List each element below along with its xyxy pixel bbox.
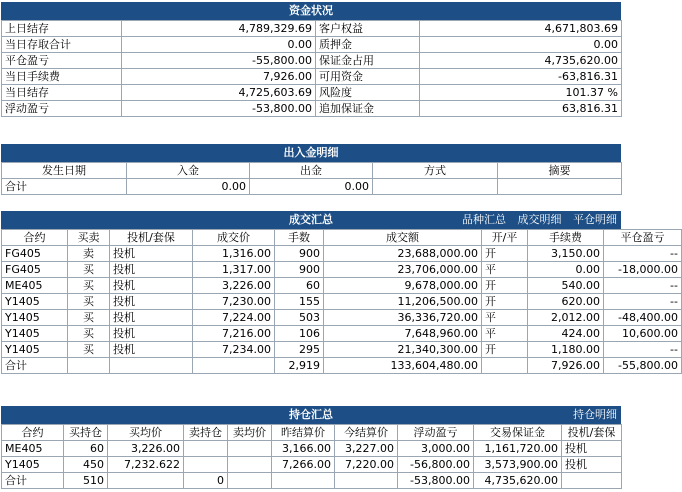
positions-col-spec-hedge: 投机/套保	[562, 425, 622, 441]
trade-close-pnl: --	[604, 294, 682, 310]
positions-table	[1, 424, 622, 489]
trade-price: 7,230.00	[193, 294, 275, 310]
capital-value: 4,725,603.69	[122, 85, 316, 101]
trade-contract: FG405	[2, 246, 68, 262]
trade-open-close: 开	[482, 294, 528, 310]
inout-total-method	[373, 179, 498, 195]
trades-total-amount: 133,604,480.00	[324, 358, 482, 374]
capital-label: 可用资金	[316, 69, 420, 85]
capital-value: 0.00	[122, 37, 316, 53]
capital-panel	[1, 2, 621, 117]
capital-value: 7,926.00	[122, 69, 316, 85]
position-row	[2, 441, 622, 457]
trade-price: 1,317.00	[193, 262, 275, 278]
trades-total-fee: 7,926.00	[528, 358, 604, 374]
trade-price: 7,234.00	[193, 342, 275, 358]
positions-col-float-pnl: 浮动盈亏	[398, 425, 474, 441]
trade-amount: 11,206,500.00	[324, 294, 482, 310]
positions-col-prev-settle: 昨结算价	[272, 425, 335, 441]
trade-price: 1,316.00	[193, 246, 275, 262]
trade-side: 买	[68, 294, 110, 310]
positions-total-sell: 0	[184, 473, 228, 489]
position-buy-qty: 450	[64, 457, 108, 473]
position-sell-qty	[184, 441, 228, 457]
trade-amount: 7,648,960.00	[324, 326, 482, 342]
trade-open-close: 平	[482, 262, 528, 278]
position-sell-avg	[228, 441, 272, 457]
inout-col-out: 出金	[250, 163, 373, 179]
position-contract: Y1405	[2, 457, 64, 473]
position-spec-hedge: 投机	[562, 441, 622, 457]
trades-panel	[1, 211, 678, 374]
trade-fee: 1,180.00	[528, 342, 604, 358]
trades-total-pnl: -55,800.00	[604, 358, 682, 374]
trades-col-close-pnl: 平仓盈亏	[604, 230, 682, 246]
trade-amount: 23,706,000.00	[324, 262, 482, 278]
trade-side: 买	[68, 342, 110, 358]
capital-value: 0.00	[420, 37, 622, 53]
positions-total-empty	[108, 473, 184, 489]
link-trade-detail[interactable]: 成交明细	[517, 213, 562, 226]
trades-col-spec-hedge: 投机/套保	[110, 230, 193, 246]
positions-col-today-settle: 今结算价	[335, 425, 398, 441]
trades-col-fee: 手续费	[528, 230, 604, 246]
trades-links	[454, 211, 617, 229]
trade-side: 买	[68, 310, 110, 326]
inout-col-summary: 摘要	[498, 163, 622, 179]
capital-label: 平仓盈亏	[2, 53, 122, 69]
trade-fee: 2,012.00	[528, 310, 604, 326]
capital-label: 风险度	[316, 85, 420, 101]
positions-panel	[1, 406, 621, 489]
trade-lots: 503	[275, 310, 324, 326]
trade-close-pnl: -48,400.00	[604, 310, 682, 326]
position-prev-settle: 7,266.00	[272, 457, 335, 473]
positions-col-contract: 合约	[2, 425, 64, 441]
trade-row	[2, 278, 682, 294]
position-prev-settle: 3,166.00	[272, 441, 335, 457]
trade-open-close: 平	[482, 326, 528, 342]
link-product-summary[interactable]: 品种汇总	[462, 213, 506, 226]
positions-total-label: 合计	[2, 473, 64, 489]
trade-amount: 9,678,000.00	[324, 278, 482, 294]
position-float-pnl: -56,800.00	[398, 457, 474, 473]
trade-amount: 36,336,720.00	[324, 310, 482, 326]
trade-side: 买	[68, 326, 110, 342]
position-contract: ME405	[2, 441, 64, 457]
capital-value: -63,816.31	[420, 69, 622, 85]
trade-row	[2, 342, 682, 358]
trade-spec-hedge: 投机	[110, 310, 193, 326]
trades-header-row	[2, 230, 682, 246]
trade-amount: 21,340,300.00	[324, 342, 482, 358]
position-today-settle: 3,227.00	[335, 441, 398, 457]
trade-lots: 900	[275, 262, 324, 278]
trades-table	[1, 229, 682, 374]
capital-value: -53,800.00	[122, 101, 316, 117]
trade-fee: 540.00	[528, 278, 604, 294]
trades-col-contract: 合约	[2, 230, 68, 246]
trade-spec-hedge: 投机	[110, 294, 193, 310]
trade-lots: 106	[275, 326, 324, 342]
trade-fee: 424.00	[528, 326, 604, 342]
capital-value: 101.37 %	[420, 85, 622, 101]
trades-col-amount: 成交额	[324, 230, 482, 246]
capital-title: 资金状况	[1, 2, 621, 20]
position-sell-avg	[228, 457, 272, 473]
trades-total-empty	[482, 358, 528, 374]
capital-row	[2, 37, 622, 53]
capital-label: 追加保证金	[316, 101, 420, 117]
trade-close-pnl: 10,600.00	[604, 326, 682, 342]
positions-col-sell-avg: 卖均价	[228, 425, 272, 441]
positions-title: 持仓汇总	[289, 408, 333, 421]
inout-title: 出入金明细	[1, 144, 621, 162]
capital-label: 浮动盈亏	[2, 101, 122, 117]
trade-row	[2, 310, 682, 326]
trade-price: 3,226.00	[193, 278, 275, 294]
trade-fee: 620.00	[528, 294, 604, 310]
trade-contract: ME405	[2, 278, 68, 294]
inout-col-date: 发生日期	[2, 163, 127, 179]
trade-row	[2, 246, 682, 262]
link-position-detail[interactable]: 持仓明细	[573, 408, 617, 421]
positions-col-margin: 交易保证金	[474, 425, 562, 441]
positions-total-empty	[335, 473, 398, 489]
trades-col-open-close: 开/平	[482, 230, 528, 246]
trade-lots: 60	[275, 278, 324, 294]
capital-label: 当日结存	[2, 85, 122, 101]
capital-value: 4,789,329.69	[122, 21, 316, 37]
trades-total-empty	[193, 358, 275, 374]
capital-table	[1, 20, 622, 117]
inout-total-out: 0.00	[250, 179, 373, 195]
capital-label: 保证金占用	[316, 53, 420, 69]
trade-close-pnl: --	[604, 342, 682, 358]
positions-col-buy-qty: 买持仓	[64, 425, 108, 441]
inout-total-summary	[498, 179, 622, 195]
trade-side: 卖	[68, 246, 110, 262]
capital-label: 当日手续费	[2, 69, 122, 85]
trade-open-close: 开	[482, 342, 528, 358]
trades-col-lots: 手数	[275, 230, 324, 246]
trade-contract: Y1405	[2, 310, 68, 326]
trade-side: 买	[68, 278, 110, 294]
trades-total-empty	[68, 358, 110, 374]
trade-row	[2, 262, 682, 278]
trades-total-label: 合计	[2, 358, 68, 374]
link-close-detail[interactable]: 平仓明细	[573, 213, 617, 226]
inout-total-label: 合计	[2, 179, 127, 195]
trades-total-lots: 2,919	[275, 358, 324, 374]
trade-spec-hedge: 投机	[110, 246, 193, 262]
position-today-settle: 7,220.00	[335, 457, 398, 473]
capital-label: 当日存取合计	[2, 37, 122, 53]
trade-open-close: 开	[482, 246, 528, 262]
position-margin: 1,161,720.00	[474, 441, 562, 457]
positions-col-buy-avg: 买均价	[108, 425, 184, 441]
position-sell-qty	[184, 457, 228, 473]
trade-fee: 3,150.00	[528, 246, 604, 262]
positions-total-row	[2, 473, 622, 489]
position-spec-hedge: 投机	[562, 457, 622, 473]
inout-col-method: 方式	[373, 163, 498, 179]
trade-price: 7,216.00	[193, 326, 275, 342]
trade-close-pnl: --	[604, 246, 682, 262]
positions-header-row	[2, 425, 622, 441]
position-row	[2, 457, 622, 473]
positions-total-empty	[562, 473, 622, 489]
position-buy-avg: 7,232.622	[108, 457, 184, 473]
trade-spec-hedge: 投机	[110, 262, 193, 278]
positions-total-empty	[272, 473, 335, 489]
capital-row	[2, 69, 622, 85]
trade-lots: 155	[275, 294, 324, 310]
trade-contract: Y1405	[2, 294, 68, 310]
trade-open-close: 开	[482, 278, 528, 294]
trade-close-pnl: -18,000.00	[604, 262, 682, 278]
trade-spec-hedge: 投机	[110, 342, 193, 358]
trades-title-bar	[1, 211, 621, 229]
positions-total-margin: 4,735,620.00	[474, 473, 562, 489]
inout-col-in: 入金	[127, 163, 250, 179]
trades-col-price: 成交价	[193, 230, 275, 246]
trades-total-row	[2, 358, 682, 374]
trade-side: 买	[68, 262, 110, 278]
inout-table	[1, 162, 622, 195]
trade-row	[2, 294, 682, 310]
capital-value: 4,671,803.69	[420, 21, 622, 37]
capital-label: 客户权益	[316, 21, 420, 37]
position-buy-qty: 60	[64, 441, 108, 457]
positions-col-sell-qty: 卖持仓	[184, 425, 228, 441]
inout-total-row	[2, 179, 622, 195]
trade-lots: 295	[275, 342, 324, 358]
trades-col-side: 买卖	[68, 230, 110, 246]
trade-amount: 23,688,000.00	[324, 246, 482, 262]
positions-title-bar	[1, 406, 621, 424]
positions-total-empty	[228, 473, 272, 489]
positions-total-buy: 510	[64, 473, 108, 489]
capital-row	[2, 101, 622, 117]
trade-open-close: 平	[482, 310, 528, 326]
capital-value: 63,816.31	[420, 101, 622, 117]
position-float-pnl: 3,000.00	[398, 441, 474, 457]
positions-total-pnl: -53,800.00	[398, 473, 474, 489]
inout-header-row	[2, 163, 622, 179]
trade-row	[2, 326, 682, 342]
inout-panel	[1, 144, 621, 195]
position-margin: 3,573,900.00	[474, 457, 562, 473]
trades-total-empty	[110, 358, 193, 374]
trade-spec-hedge: 投机	[110, 326, 193, 342]
trade-spec-hedge: 投机	[110, 278, 193, 294]
trade-contract: Y1405	[2, 342, 68, 358]
trade-contract: Y1405	[2, 326, 68, 342]
capital-value: -55,800.00	[122, 53, 316, 69]
trade-price: 7,224.00	[193, 310, 275, 326]
trade-fee: 0.00	[528, 262, 604, 278]
inout-total-in: 0.00	[127, 179, 250, 195]
trade-contract: FG405	[2, 262, 68, 278]
capital-label: 上日结存	[2, 21, 122, 37]
positions-links	[565, 406, 617, 424]
capital-row	[2, 21, 622, 37]
trade-close-pnl: --	[604, 278, 682, 294]
position-buy-avg: 3,226.00	[108, 441, 184, 457]
capital-row	[2, 53, 622, 69]
capital-row	[2, 85, 622, 101]
capital-label: 质押金	[316, 37, 420, 53]
trade-lots: 900	[275, 246, 324, 262]
capital-value: 4,735,620.00	[420, 53, 622, 69]
trades-title: 成交汇总	[289, 213, 333, 226]
